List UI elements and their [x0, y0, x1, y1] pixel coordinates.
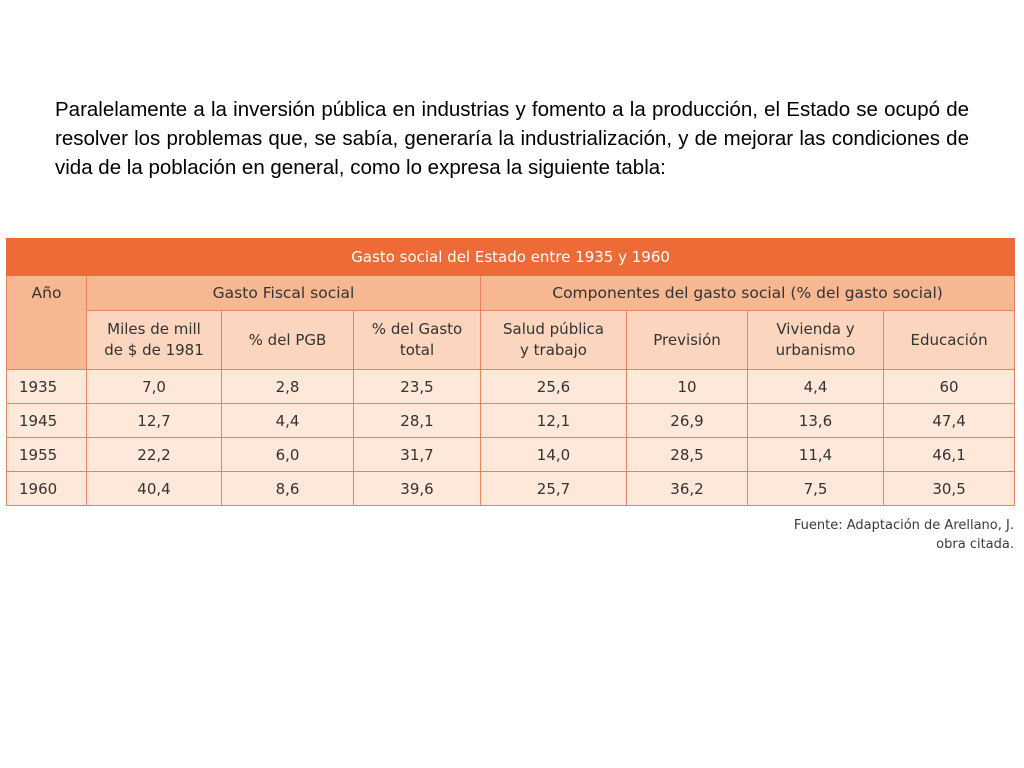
column-header [222, 311, 354, 370]
column-header-line: Vivienda y [776, 320, 855, 338]
value-cell: 12,1 [481, 404, 627, 438]
value-cell: 4,4 [748, 370, 884, 404]
value-cell: 31,7 [354, 438, 481, 472]
table-row [7, 370, 1015, 404]
column-header-line: Educación [910, 330, 988, 349]
year-cell: 1955 [7, 438, 87, 472]
value-cell: 12,7 [87, 404, 222, 438]
value-cell: 47,4 [884, 404, 1015, 438]
source-line: obra citada. [936, 537, 1014, 552]
column-header-line: Salud pública [502, 320, 604, 338]
fiscal-group-header: Gasto Fiscal social [87, 276, 481, 311]
value-cell: 60 [884, 370, 1015, 404]
year-header: Año [7, 276, 87, 370]
year-cell: 1945 [7, 404, 87, 438]
value-cell: 30,5 [884, 472, 1015, 506]
value-cell: 4,4 [222, 404, 354, 438]
value-cell: 26,9 [627, 404, 748, 438]
column-header [884, 311, 1015, 370]
column-header [748, 311, 884, 370]
column-header-line: y trabajo [520, 341, 587, 359]
value-cell: 14,0 [481, 438, 627, 472]
value-cell: 10 [627, 370, 748, 404]
value-cell: 28,1 [354, 404, 481, 438]
table-row [7, 472, 1015, 506]
value-cell: 46,1 [884, 438, 1015, 472]
source-line: Fuente: Adaptación de Arellano, J. [793, 518, 1014, 533]
value-cell: 11,4 [748, 438, 884, 472]
column-header [87, 311, 222, 370]
social-spending-table [6, 238, 1014, 506]
column-header [627, 311, 748, 370]
value-cell: 8,6 [222, 472, 354, 506]
value-cell: 22,2 [87, 438, 222, 472]
value-cell: 7,5 [748, 472, 884, 506]
table-row [7, 438, 1015, 472]
column-header-line: urbanismo [775, 341, 856, 359]
value-cell: 2,8 [222, 370, 354, 404]
column-header-line: total [399, 341, 435, 359]
value-cell: 7,0 [87, 370, 222, 404]
value-cell: 36,2 [627, 472, 748, 506]
column-header-line: % del PGB [248, 330, 327, 349]
value-cell: 23,5 [354, 370, 481, 404]
value-cell: 13,6 [748, 404, 884, 438]
table-body [7, 370, 1015, 506]
value-cell: 25,7 [481, 472, 627, 506]
value-cell: 6,0 [222, 438, 354, 472]
value-cell: 25,6 [481, 370, 627, 404]
value-cell: 39,6 [354, 472, 481, 506]
year-cell: 1935 [7, 370, 87, 404]
table-row [7, 404, 1015, 438]
intro-paragraph: Paralelamente a la inversión pública en industrias y fomento a la producción, el Estado se ocupó de resolver los problemas que, se sabía, generaría la industrialización, y de mejorar las condiciones de vida de la población en general, como lo expresa la siguiente tabla: [55, 97, 969, 179]
value-cell: 28,5 [627, 438, 748, 472]
source-note [700, 516, 1014, 554]
value-cell: 40,4 [87, 472, 222, 506]
sub-header-row [7, 311, 1015, 370]
column-header [354, 311, 481, 370]
table-title: Gasto social del Estado entre 1935 y 1960 [7, 239, 1015, 276]
column-header-line: Previsión [653, 330, 721, 349]
column-header-line: Miles de mill [107, 320, 201, 338]
column-header [481, 311, 627, 370]
components-group-header: Componentes del gasto social (% del gasto social) [481, 276, 1015, 311]
column-header-line: % del Gasto [371, 320, 463, 338]
column-header-line: de $ de 1981 [104, 341, 204, 359]
year-cell: 1960 [7, 472, 87, 506]
